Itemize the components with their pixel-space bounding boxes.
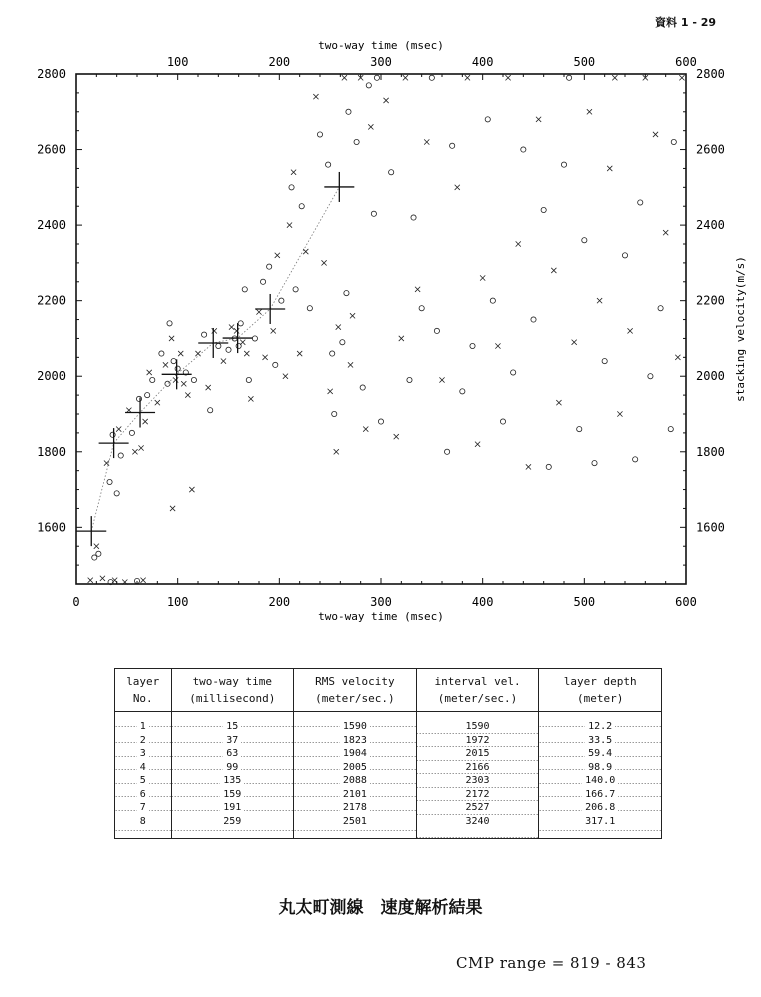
semblance-point-cross [424,139,429,144]
semblance-point-circle [330,351,335,356]
semblance-point-circle [344,291,349,296]
table-row [115,788,662,802]
semblance-point-cross [248,396,253,401]
x-tick-label: 400 [471,595,494,609]
semblance-point-cross [229,325,234,330]
header-interval: interval vel. (meter/sec.) [416,669,539,712]
time-cell: 135 [171,774,294,788]
time-cell: 99 [171,761,294,775]
rms-cell: 2005 [294,761,417,775]
semblance-point-cross [240,340,245,345]
semblance-point-circle [638,200,643,205]
semblance-point-circle [340,340,345,345]
semblance-point-cross [587,109,592,114]
semblance-point-cross [368,124,373,129]
semblance-point-cross [147,370,152,375]
semblance-point-cross [195,351,200,356]
semblance-point-circle [378,419,383,424]
semblance-point-circle [252,336,257,341]
depth-cell: 33.5 [539,734,662,748]
semblance-point-circle [150,377,155,382]
layer-cell: 5 [115,774,172,788]
x-tick-label-top: 300 [370,55,392,69]
y-tick-label: 2000 [37,369,66,384]
semblance-point-cross [505,75,510,80]
semblance-point-cross [163,362,168,367]
semblance-point-cross [675,355,680,360]
semblance-point-cross [94,544,99,549]
layer-cell: 4 [115,761,172,775]
semblance-point-cross [181,381,186,386]
semblance-point-cross [475,442,480,447]
depth-cell: 140.0 [539,774,662,788]
semblance-point-cross [551,268,556,273]
interval-cell: 2172 [416,788,539,802]
semblance-point-cross [256,309,261,314]
x-tick-label-top: 200 [268,55,291,69]
semblance-point-cross [607,166,612,171]
depth-cell: 98.9 [539,761,662,775]
semblance-point-cross [403,75,408,80]
y-tick-label: 1800 [37,444,66,459]
axis-ticks [37,55,725,609]
semblance-point-cross [394,434,399,439]
semblance-point-circle [671,139,676,144]
semblance-point-circle [136,396,141,401]
semblance-point-circle [175,366,180,371]
semblance-point-circle [110,432,115,437]
semblance-point-circle [279,298,284,303]
x-tick-label-top: 400 [471,55,494,69]
semblance-point-cross [234,328,239,333]
velocity-pick-marker [125,397,155,427]
semblance-point-cross [383,98,388,103]
velocity-pick-line [91,187,339,531]
semblance-point-circle [407,377,412,382]
semblance-point-circle [216,343,221,348]
semblance-point-circle [159,351,164,356]
table-row [115,747,662,761]
semblance-point-cross [169,336,174,341]
layer-cell: 3 [115,747,172,761]
semblance-point-circle [546,464,551,469]
semblance-point-cross [263,355,268,360]
semblance-point-cross [303,249,308,254]
y-tick-label: 2800 [37,67,66,81]
table-row [115,761,662,775]
layer-cell: 7 [115,801,172,815]
x-tick-label: 0 [72,595,80,609]
depth-cell: 12.2 [539,712,662,734]
semblance-point-circle [167,321,172,326]
semblance-point-cross [141,578,146,583]
semblance-point-cross [189,487,194,492]
semblance-point-circle [450,143,455,148]
semblance-point-circle [289,185,294,190]
semblance-point-circle [299,204,304,209]
semblance-point-cross [100,576,105,581]
semblance-point-circle [326,162,331,167]
semblance-point-circle [107,479,112,484]
semblance-point-cross [556,400,561,405]
layer-cell: 6 [115,788,172,802]
semblance-point-cross [143,419,148,424]
semblance-point-cross [495,343,500,348]
semblance-point-circle [490,298,495,303]
semblance-point-circle [582,238,587,243]
semblance-point-cross [244,351,249,356]
semblance-point-circle [346,109,351,114]
semblance-point-circle [561,162,566,167]
semblance-point-circle [470,343,475,348]
rms-cell: 2101 [294,788,417,802]
semblance-point-cross [399,336,404,341]
x-tick-label: 600 [675,595,697,609]
semblance-point-circle [500,419,505,424]
semblance-point-circle [307,306,312,311]
semblance-point-circle [389,170,394,175]
semblance-point-cross [155,400,160,405]
semblance-point-cross [275,253,280,258]
depth-cell: 59.4 [539,747,662,761]
semblance-point-cross [572,340,577,345]
semblance-point-cross [138,445,143,450]
table-row [115,815,662,839]
semblance-point-cross [283,374,288,379]
semblance-point-cross [597,298,602,303]
interval-cell: 2166 [416,761,539,775]
semblance-point-cross [291,170,296,175]
semblance-point-circle [114,491,119,496]
y-tick-label-right: 1600 [696,520,725,535]
semblance-point-circle [511,370,516,375]
semblance-point-circle [419,306,424,311]
semblance-point-cross [321,260,326,265]
semblance-point-circle [191,377,196,382]
semblance-point-cross [348,362,353,367]
layer-cell: 8 [115,815,172,839]
y-tick-label: 2600 [37,142,66,157]
y-tick-label: 2200 [37,293,66,308]
semblance-point-cross [178,351,183,356]
semblance-point-circle [411,215,416,220]
rms-cell: 1904 [294,747,417,761]
semblance-point-circle [260,279,265,284]
time-cell: 259 [171,815,294,839]
semblance-point-circle [208,408,213,413]
rms-cell: 2178 [294,801,417,815]
x-tick-label: 100 [166,595,189,609]
time-cell: 37 [171,734,294,748]
y-tick-label-right: 2600 [696,142,725,157]
table-row [115,801,662,815]
header-depth: layer depth (meter) [539,669,662,712]
depth-cell: 317.1 [539,815,662,839]
semblance-point-cross [221,359,226,364]
semblance-point-circle [374,75,379,80]
x-tick-label: 300 [370,595,392,609]
semblance-point-circle [246,377,251,382]
semblance-point-circle [566,75,571,80]
semblance-point-cross [212,328,217,333]
cmp-range: CMP range = 819 - 843 [456,954,647,972]
semblance-point-circle [202,332,207,337]
depth-cell: 206.8 [539,801,662,815]
y-tick-label-right: 2200 [696,293,725,308]
semblance-point-cross [185,393,190,398]
semblance-point-cross [170,506,175,511]
semblance-point-cross [334,449,339,454]
semblance-point-circle [541,207,546,212]
semblance-point-cross [455,185,460,190]
semblance-point-cross [132,449,137,454]
semblance-point-circle [171,359,176,364]
header-time: two-way time (millisecond) [171,669,294,712]
semblance-point-circle [633,457,638,462]
x-tick-label: 500 [573,595,596,609]
semblance-point-circle [226,347,231,352]
semblance-point-circle [118,453,123,458]
time-cell: 63 [171,747,294,761]
semblance-points [88,75,685,585]
depth-cell: 166.7 [539,788,662,802]
semblance-point-circle [602,359,607,364]
x-tick-label-top: 100 [166,55,189,69]
velocity-pick-marker [99,428,129,458]
velocity-picks [76,172,354,546]
figure-caption: 丸太町測線 速度解析結果 [278,898,483,918]
y-tick-label-right: 1800 [696,444,725,459]
document-reference: 資料 1 - 29 [655,16,717,29]
semblance-point-circle [444,449,449,454]
semblance-point-circle [371,211,376,216]
semblance-point-cross [663,230,668,235]
semblance-point-cross [439,377,444,382]
semblance-point-cross [206,385,211,390]
semblance-point-cross [465,75,470,80]
semblance-point-cross [342,75,347,80]
semblance-point-circle [273,362,278,367]
time-cell: 191 [171,801,294,815]
time-cell: 159 [171,788,294,802]
semblance-point-circle [658,306,663,311]
header-rms: RMS velocity (meter/sec.) [294,669,417,712]
semblance-point-circle [521,147,526,152]
semblance-point-cross [328,389,333,394]
semblance-point-cross [363,427,368,432]
x-tick-label: 200 [268,595,291,609]
header-layer: layer No. [115,669,172,712]
y-tick-label-right: 2800 [696,67,725,81]
rms-cell: 1590 [294,712,417,734]
semblance-point-cross [536,117,541,122]
semblance-point-cross [287,223,292,228]
interval-cell: 1590 [416,712,539,734]
semblance-point-circle [293,287,298,292]
interval-cell: 2015 [416,747,539,761]
table-row [115,734,662,748]
semblance-point-cross [173,377,178,382]
velocity-pick-marker [324,172,354,202]
table-row [115,774,662,788]
y-tick-label-right: 2000 [696,369,725,384]
table-body [115,712,662,839]
x-tick-label-top: 600 [675,55,697,69]
velocity-pick-marker [76,516,106,546]
semblance-point-cross [116,427,121,432]
semblance-point-cross [612,75,617,80]
semblance-point-circle [238,321,243,326]
semblance-point-circle [267,264,272,269]
interval-cell: 2527 [416,801,539,815]
rms-cell: 2088 [294,774,417,788]
semblance-point-circle [242,287,247,292]
semblance-point-circle [332,411,337,416]
semblance-point-circle [434,328,439,333]
semblance-point-cross [271,328,276,333]
semblance-point-circle [429,75,434,80]
semblance-point-circle [129,430,134,435]
semblance-point-cross [480,275,485,280]
semblance-point-circle [592,461,597,466]
semblance-point-cross [516,241,521,246]
x-tick-label-top: 500 [573,55,596,69]
y-tick-label: 1600 [37,520,66,535]
y-tick-label-right: 2400 [696,218,725,233]
semblance-point-cross [88,578,93,583]
semblance-point-cross [526,464,531,469]
semblance-point-circle [366,83,371,88]
semblance-point-circle [668,427,673,432]
table-header-row [115,669,662,712]
semblance-point-circle [485,117,490,122]
semblance-point-cross [415,287,420,292]
semblance-point-circle [317,132,322,137]
semblance-point-cross [653,132,658,137]
x-axis-label-top: two-way time (msec) [318,39,444,52]
plot-frame [76,74,686,584]
semblance-point-circle [460,389,465,394]
semblance-point-circle [622,253,627,258]
rms-cell: 2501 [294,815,417,839]
y-axis-label-right: stacking velocity(m/s) [734,256,747,402]
layer-cell: 2 [115,734,172,748]
y-tick-label: 2400 [37,218,66,233]
semblance-point-circle [648,374,653,379]
interval-cell: 3240 [416,815,539,839]
interval-cell: 2303 [416,774,539,788]
semblance-point-circle [145,393,150,398]
semblance-point-circle [96,551,101,556]
velocity-table [114,668,662,839]
semblance-point-circle [577,427,582,432]
semblance-point-cross [617,411,622,416]
semblance-point-cross [679,75,684,80]
semblance-point-cross [313,94,318,99]
interval-cell: 1972 [416,734,539,748]
table-row [115,712,662,734]
rms-cell: 1823 [294,734,417,748]
semblance-point-circle [354,139,359,144]
time-cell: 15 [171,712,294,734]
layer-cell: 1 [115,712,172,734]
x-axis-label-bottom: two-way time (msec) [318,610,444,623]
semblance-point-cross [297,351,302,356]
velocity-pick-marker [223,323,253,353]
semblance-point-cross [336,325,341,330]
semblance-point-cross [350,313,355,318]
semblance-point-circle [360,385,365,390]
semblance-point-cross [627,328,632,333]
semblance-point-circle [531,317,536,322]
